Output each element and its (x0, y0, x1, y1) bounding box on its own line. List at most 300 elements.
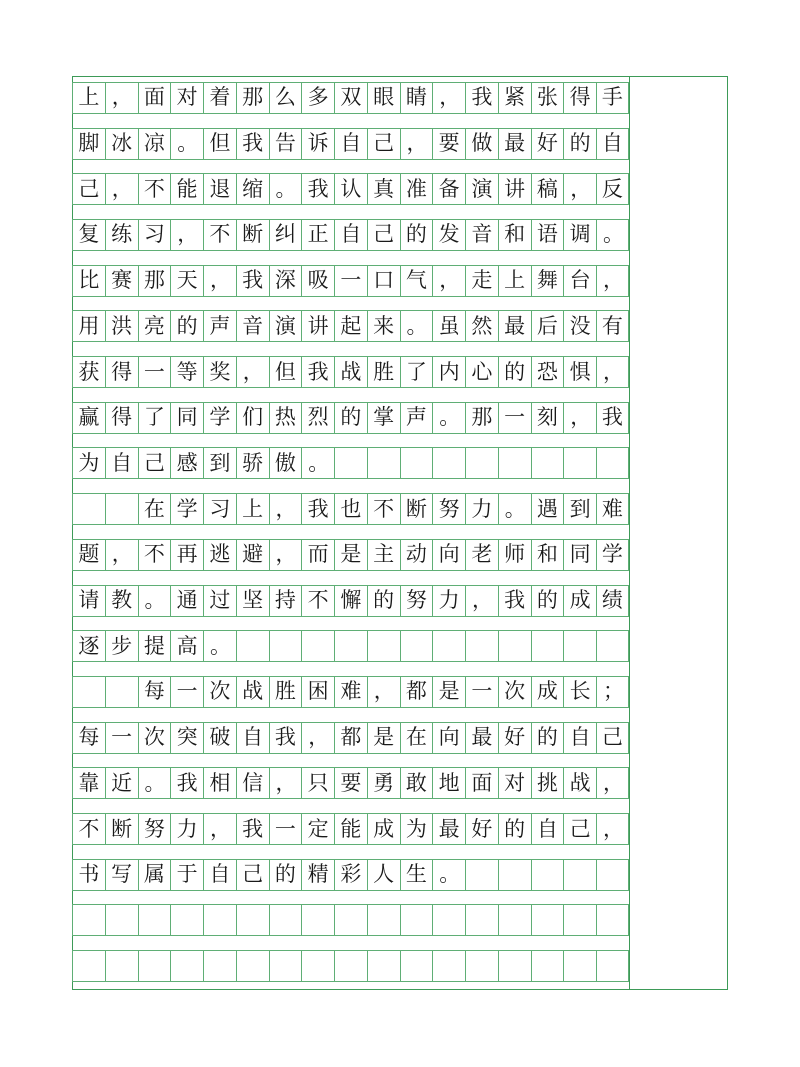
grid-cell: 来 (367, 310, 400, 342)
grid-cell: 语 (531, 219, 564, 251)
grid-cell: 到 (563, 493, 596, 525)
grid-cell: 长 (563, 676, 596, 708)
grid-cell: 紧 (498, 82, 531, 114)
grid-cell (105, 676, 138, 708)
grid-cell: 勇 (367, 767, 400, 799)
grid-cell: 台 (563, 265, 596, 297)
grid-cell: 不 (138, 539, 171, 571)
grid-cell: ， (105, 173, 138, 205)
grid-cell: 了 (138, 402, 171, 434)
grid-cell: 每 (138, 676, 171, 708)
grid-cell (367, 447, 400, 479)
grid-cell: 着 (203, 82, 236, 114)
grid-cell (531, 950, 564, 982)
grid-row-10 (72, 493, 629, 525)
grid-cell: 遇 (531, 493, 564, 525)
grid-cell: 自 (236, 722, 269, 754)
grid-cell: 避 (236, 539, 269, 571)
grid-cell: 最 (498, 128, 531, 160)
grid-cell: 自 (334, 128, 367, 160)
grid-cell: 于 (170, 859, 203, 891)
grid-cell (367, 904, 400, 936)
grid-cell: 但 (203, 128, 236, 160)
grid-cell: 。 (170, 128, 203, 160)
grid-cell: 的 (531, 585, 564, 617)
grid-cell (563, 859, 596, 891)
grid-cell: 得 (105, 402, 138, 434)
grid-cell: 次 (203, 676, 236, 708)
grid-cell: 一 (498, 402, 531, 434)
grid-cell (72, 676, 105, 708)
grid-cell: 赛 (105, 265, 138, 297)
grid-cell: 坚 (236, 585, 269, 617)
grid-cell: 通 (170, 585, 203, 617)
grid-cell: 准 (400, 173, 433, 205)
grid-cell: 发 (432, 219, 465, 251)
grid-cell: 讲 (498, 173, 531, 205)
grid-cell: 讲 (301, 310, 334, 342)
grid-cell (170, 904, 203, 936)
grid-cell (236, 630, 269, 662)
grid-cell: 自 (596, 128, 629, 160)
grid-cell: 是 (367, 722, 400, 754)
grid-cell: 退 (203, 173, 236, 205)
grid-cell: 等 (170, 356, 203, 388)
grid-cell (596, 447, 629, 479)
grid-cell: 那 (138, 265, 171, 297)
grid-cell: 努 (432, 493, 465, 525)
grid-cell: 最 (465, 722, 498, 754)
grid-cell: 起 (334, 310, 367, 342)
grid-cell: 地 (432, 767, 465, 799)
grid-cell: 张 (531, 82, 564, 114)
grid-cell: 纠 (269, 219, 302, 251)
grid-cell: 和 (498, 219, 531, 251)
grid-cell: 得 (105, 356, 138, 388)
grid-cell: 我 (236, 813, 269, 845)
grid-cell: 敢 (400, 767, 433, 799)
grid-cell: 最 (432, 813, 465, 845)
grid-cell: 。 (269, 173, 302, 205)
grid-cell: 天 (170, 265, 203, 297)
grid-cell: 在 (138, 493, 171, 525)
grid-cell (301, 904, 334, 936)
grid-cell: 稿 (531, 173, 564, 205)
grid-cell: 心 (465, 356, 498, 388)
grid-cell: 要 (432, 128, 465, 160)
grid-cell: 的 (531, 722, 564, 754)
grid-cell: 没 (563, 310, 596, 342)
grid-cell (596, 904, 629, 936)
grid-cell (72, 904, 105, 936)
grid-cell: 一 (334, 265, 367, 297)
grid-cell: 复 (72, 219, 105, 251)
grid-cell: 彩 (334, 859, 367, 891)
grid-cell: ， (105, 539, 138, 571)
grid-cell: ， (269, 767, 302, 799)
grid-cell: 对 (170, 82, 203, 114)
grid-cell: 高 (170, 630, 203, 662)
grid-cell (334, 950, 367, 982)
grid-cell: 我 (236, 265, 269, 297)
grid-cell: 我 (596, 402, 629, 434)
grid-cell: 骄 (236, 447, 269, 479)
grid-cell (563, 447, 596, 479)
grid-cell: 好 (531, 128, 564, 160)
grid-cell: 人 (367, 859, 400, 891)
grid-cell: 诉 (301, 128, 334, 160)
grid-cell: 我 (465, 82, 498, 114)
grid-row-17 (72, 813, 629, 845)
grid-cell: 断 (236, 219, 269, 251)
grid-cell: 对 (498, 767, 531, 799)
grid-cell: ， (596, 767, 629, 799)
grid-cell: 亮 (138, 310, 171, 342)
grid-cell: 眼 (367, 82, 400, 114)
grid-cell: 好 (465, 813, 498, 845)
grid-cell: 不 (72, 813, 105, 845)
grid-row-15 (72, 722, 629, 754)
grid-cell: 逐 (72, 630, 105, 662)
grid-cell: 请 (72, 585, 105, 617)
grid-row-13 (72, 630, 629, 662)
grid-cell (236, 950, 269, 982)
grid-cell: 己 (72, 173, 105, 205)
grid-cell: 我 (236, 128, 269, 160)
grid-cell: 。 (203, 630, 236, 662)
grid-cell: 声 (203, 310, 236, 342)
grid-cell: 绩 (596, 585, 629, 617)
grid-cell: 。 (432, 402, 465, 434)
grid-cell: 缩 (236, 173, 269, 205)
grid-cell: 己 (596, 722, 629, 754)
grid-cell: 过 (203, 585, 236, 617)
grid-cell: 的 (170, 310, 203, 342)
grid-cell: 胜 (367, 356, 400, 388)
grid-cell (596, 859, 629, 891)
grid-cell (563, 950, 596, 982)
grid-cell: 成 (531, 676, 564, 708)
grid-row-16 (72, 767, 629, 799)
grid-cell: 不 (138, 173, 171, 205)
grid-cell: 主 (367, 539, 400, 571)
grid-cell: 习 (138, 219, 171, 251)
grid-cell: 师 (498, 539, 531, 571)
grid-cell: 赢 (72, 402, 105, 434)
grid-cell: 是 (334, 539, 367, 571)
grid-cell: 凉 (138, 128, 171, 160)
grid-cell (105, 904, 138, 936)
grid-cell (203, 950, 236, 982)
grid-cell: 自 (334, 219, 367, 251)
grid-cell: 是 (432, 676, 465, 708)
grid-cell: 老 (465, 539, 498, 571)
grid-cell: 断 (400, 493, 433, 525)
grid-cell: 。 (301, 447, 334, 479)
grid-cell (563, 630, 596, 662)
grid-cell: 声 (400, 402, 433, 434)
grid-cell: ； (596, 676, 629, 708)
grid-cell (334, 447, 367, 479)
grid-cell (498, 904, 531, 936)
grid-cell (531, 859, 564, 891)
grid-cell: 步 (105, 630, 138, 662)
grid-cell: 再 (170, 539, 203, 571)
right-margin-line (629, 76, 630, 990)
grid-cell: 掌 (367, 402, 400, 434)
grid-cell: 而 (301, 539, 334, 571)
grid-cell: 惧 (563, 356, 596, 388)
grid-cell: 信 (236, 767, 269, 799)
grid-row-20 (72, 950, 629, 982)
grid-cell: 真 (367, 173, 400, 205)
grid-cell: 学 (596, 539, 629, 571)
grid-cell: 自 (203, 859, 236, 891)
grid-cell: 己 (138, 447, 171, 479)
grid-cell: 。 (138, 767, 171, 799)
grid-cell (170, 950, 203, 982)
grid-cell: 内 (432, 356, 465, 388)
grid-cell (269, 950, 302, 982)
grid-cell: 战 (236, 676, 269, 708)
grid-cell (400, 904, 433, 936)
grid-cell (334, 904, 367, 936)
grid-cell: 为 (400, 813, 433, 845)
grid-cell: 的 (367, 585, 400, 617)
grid-cell (432, 950, 465, 982)
grid-cell: 战 (334, 356, 367, 388)
grid-cell (498, 630, 531, 662)
grid-cell: 但 (269, 356, 302, 388)
grid-cell (596, 950, 629, 982)
grid-row-18 (72, 859, 629, 891)
grid-cell: 虽 (432, 310, 465, 342)
grid-cell: 相 (203, 767, 236, 799)
grid-cell: ， (203, 813, 236, 845)
grid-cell: 脚 (72, 128, 105, 160)
grid-cell: 热 (269, 402, 302, 434)
grid-row-14 (72, 676, 629, 708)
grid-cell: ， (170, 219, 203, 251)
grid-cell: 近 (105, 767, 138, 799)
grid-cell: 困 (301, 676, 334, 708)
grid-cell: 一 (170, 676, 203, 708)
grid-cell: ， (563, 173, 596, 205)
grid-row-6 (72, 310, 629, 342)
grid-cell: 持 (269, 585, 302, 617)
grid-cell: 同 (170, 402, 203, 434)
grid-cell: 。 (498, 493, 531, 525)
grid-cell: 只 (301, 767, 334, 799)
grid-cell: 演 (269, 310, 302, 342)
grid-cell: 那 (236, 82, 269, 114)
grid-cell: 突 (170, 722, 203, 754)
grid-cell (72, 950, 105, 982)
grid-cell: 和 (531, 539, 564, 571)
grid-cell: 用 (72, 310, 105, 342)
grid-cell (301, 630, 334, 662)
grid-cell: 成 (367, 813, 400, 845)
grid-cell: 然 (465, 310, 498, 342)
grid-cell: 能 (170, 173, 203, 205)
grid-cell (138, 950, 171, 982)
grid-cell (105, 493, 138, 525)
grid-cell: 们 (236, 402, 269, 434)
grid-cell: 傲 (269, 447, 302, 479)
grid-cell: 学 (170, 493, 203, 525)
grid-cell (596, 630, 629, 662)
grid-cell: 上 (236, 493, 269, 525)
grid-cell: 懈 (334, 585, 367, 617)
grid-cell: ， (269, 493, 302, 525)
grid-cell: 力 (465, 493, 498, 525)
grid-cell: 不 (203, 219, 236, 251)
grid-cell: 好 (498, 722, 531, 754)
grid-cell: 靠 (72, 767, 105, 799)
grid-cell: ， (269, 539, 302, 571)
grid-cell (531, 447, 564, 479)
grid-cell: 备 (432, 173, 465, 205)
grid-cell: 的 (334, 402, 367, 434)
grid-cell (465, 630, 498, 662)
grid-cell (400, 447, 433, 479)
grid-row-5 (72, 265, 629, 297)
grid-cell: 有 (596, 310, 629, 342)
grid-cell: 深 (269, 265, 302, 297)
grid-cell: 双 (334, 82, 367, 114)
grid-cell: 认 (334, 173, 367, 205)
grid-cell: 恐 (531, 356, 564, 388)
grid-cell: 我 (170, 767, 203, 799)
grid-cell: 。 (400, 310, 433, 342)
grid-row-7 (72, 356, 629, 388)
grid-cell: 。 (432, 859, 465, 891)
grid-cell (367, 950, 400, 982)
grid-cell: 一 (138, 356, 171, 388)
grid-cell: 最 (498, 310, 531, 342)
grid-cell: 的 (400, 219, 433, 251)
grid-cell: 精 (301, 859, 334, 891)
grid-cell: 在 (400, 722, 433, 754)
grid-cell (465, 447, 498, 479)
grid-cell: ， (465, 585, 498, 617)
grid-cell (531, 904, 564, 936)
grid-cell: 学 (203, 402, 236, 434)
grid-cell: 获 (72, 356, 105, 388)
grid-cell: 一 (465, 676, 498, 708)
grid-cell: 我 (301, 173, 334, 205)
grid-cell: 己 (367, 128, 400, 160)
grid-cell (203, 904, 236, 936)
grid-cell: 一 (269, 813, 302, 845)
grid-cell: 的 (498, 356, 531, 388)
grid-cell (498, 447, 531, 479)
grid-cell: 为 (72, 447, 105, 479)
grid-cell (269, 630, 302, 662)
grid-cell: 口 (367, 265, 400, 297)
grid-cell: ， (301, 722, 334, 754)
grid-cell: 烈 (301, 402, 334, 434)
grid-cell (400, 950, 433, 982)
grid-cell: 走 (465, 265, 498, 297)
grid-cell (138, 904, 171, 936)
grid-cell: 教 (105, 585, 138, 617)
grid-cell: 习 (203, 493, 236, 525)
grid-cell: 逃 (203, 539, 236, 571)
grid-cell (465, 859, 498, 891)
grid-cell: 做 (465, 128, 498, 160)
grid-cell: 我 (301, 493, 334, 525)
grid-row-9 (72, 447, 629, 479)
grid-cell: 力 (170, 813, 203, 845)
grid-cell (432, 904, 465, 936)
grid-cell: ， (203, 265, 236, 297)
grid-cell (498, 950, 531, 982)
grid-cell: 音 (236, 310, 269, 342)
grid-cell: 力 (432, 585, 465, 617)
grid-cell: 破 (203, 722, 236, 754)
grid-cell: ， (596, 813, 629, 845)
grid-cell: 正 (301, 219, 334, 251)
grid-cell: 得 (563, 82, 596, 114)
grid-cell: ， (563, 402, 596, 434)
grid-row-2 (72, 128, 629, 160)
grid-cell: 舞 (531, 265, 564, 297)
grid-cell: 努 (138, 813, 171, 845)
grid-cell: 不 (301, 585, 334, 617)
grid-cell: ， (236, 356, 269, 388)
grid-cell: 练 (105, 219, 138, 251)
grid-cell: 己 (563, 813, 596, 845)
grid-cell: ， (367, 676, 400, 708)
grid-cell: 演 (465, 173, 498, 205)
grid-cell: 的 (498, 813, 531, 845)
grid-cell: 每 (72, 722, 105, 754)
grid-cell: ， (432, 265, 465, 297)
grid-cell: 多 (301, 82, 334, 114)
grid-cell: 己 (236, 859, 269, 891)
grid-cell: 感 (170, 447, 203, 479)
grid-cell: ， (400, 128, 433, 160)
grid-cell: 么 (269, 82, 302, 114)
grid-row-11 (72, 539, 629, 571)
grid-cell: 书 (72, 859, 105, 891)
grid-cell: 提 (138, 630, 171, 662)
grid-cell: 属 (138, 859, 171, 891)
grid-cell: 一 (105, 722, 138, 754)
grid-cell: 难 (596, 493, 629, 525)
grid-row-4 (72, 219, 629, 251)
grid-cell: 己 (367, 219, 400, 251)
grid-cell: 不 (367, 493, 400, 525)
grid-cell: 自 (531, 813, 564, 845)
grid-cell: 同 (563, 539, 596, 571)
grid-cell: 手 (596, 82, 629, 114)
grid-row-19 (72, 904, 629, 936)
grid-cell: 我 (301, 356, 334, 388)
grid-cell: 也 (334, 493, 367, 525)
grid-cell: 断 (105, 813, 138, 845)
grid-cell: 调 (563, 219, 596, 251)
grid-cell: 生 (400, 859, 433, 891)
grid-row-8 (72, 402, 629, 434)
grid-cell: ， (105, 82, 138, 114)
grid-cell: 要 (334, 767, 367, 799)
grid-cell (432, 447, 465, 479)
grid-row-12 (72, 585, 629, 617)
grid-cell: 洪 (105, 310, 138, 342)
grid-cell (465, 904, 498, 936)
